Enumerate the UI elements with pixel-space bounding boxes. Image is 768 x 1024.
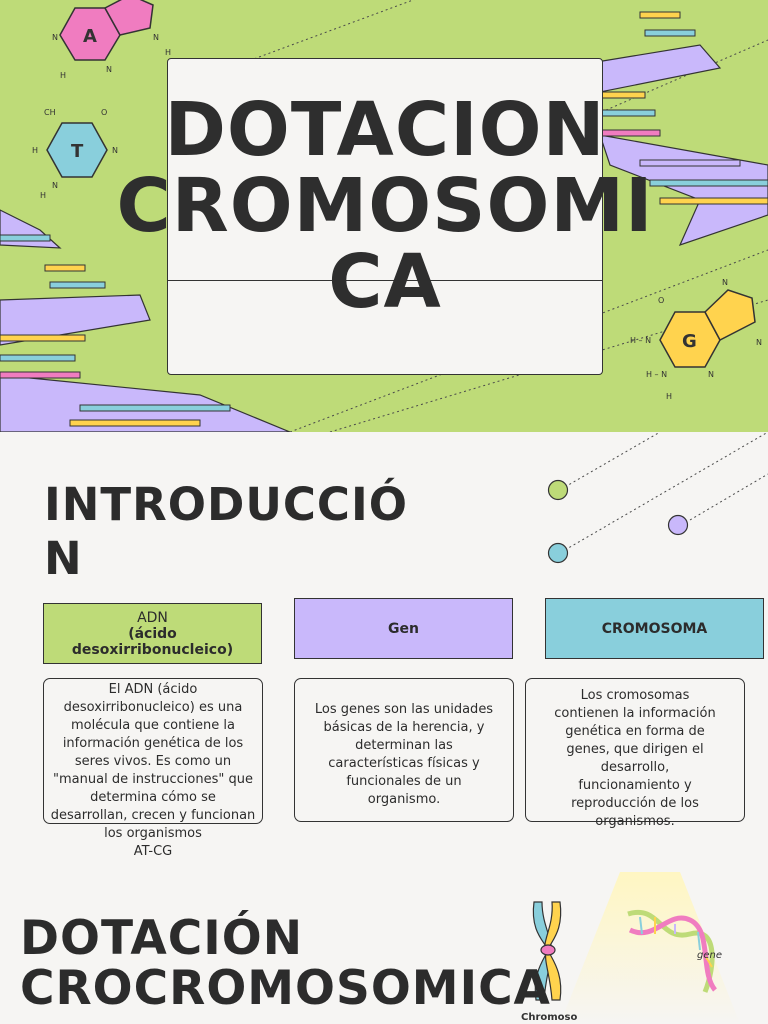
svg-text:O: O: [658, 296, 665, 305]
svg-text:H: H: [60, 71, 67, 80]
chromosome-label: Chromoso: [521, 1012, 578, 1023]
introduction-title: INTRODUCCIÓ N: [44, 478, 408, 585]
svg-text:H: H: [32, 146, 39, 155]
svg-text:N: N: [708, 370, 714, 379]
svg-text:N: N: [153, 33, 159, 42]
svg-text:N: N: [112, 146, 118, 155]
gen-card-body: Los genes son las unidades básicas de la herencia, y determinan las características físicas y funcionales de un organismo.: [294, 678, 514, 822]
purple-dot: [669, 516, 688, 535]
svg-text:N: N: [722, 278, 728, 287]
svg-text:N: N: [52, 181, 58, 190]
introduction-slide: [0, 432, 768, 872]
svg-text:N: N: [756, 338, 762, 347]
adn-card-body: El ADN (ácido desoxirribonucleico) es una molécula que contiene la información genética de los seres vivos. Es como un "manual de instrucciones" que determina cómo se desarrollan, crecen y funcionan los organismos AT-CG: [43, 678, 263, 824]
cromosoma-card-body: Los cromosomas contienen la información genética en forma de genes, que dirigen el desarrollo, funcionamiento y reproducción de los organismos.: [525, 678, 745, 822]
green-dot: [549, 481, 568, 500]
svg-text:H – N: H – N: [630, 336, 652, 345]
guanine-letter: G: [682, 331, 697, 352]
svg-text:N: N: [106, 65, 112, 74]
svg-text:H: H: [666, 392, 673, 401]
dotacion-title: DOTACIÓN CROCROMOSOMICA: [20, 911, 551, 1016]
adenine-molecule-icon: [52, 0, 171, 80]
svg-text:O: O: [101, 108, 108, 117]
presentation-title: DOTACION CROMOSOMI CA: [116, 87, 654, 325]
gene-label: gene: [697, 950, 722, 961]
svg-text:H: H: [165, 48, 172, 57]
title-slide: [0, 0, 768, 432]
svg-text:CH: CH: [44, 108, 56, 117]
thymine-letter: T: [71, 141, 84, 162]
dotacion-slide: [0, 872, 768, 1024]
gen-card-header: Gen: [294, 598, 513, 659]
adn-card-header: ADN (ácido desoxirribonucleico): [43, 603, 262, 664]
adenine-letter: A: [83, 26, 97, 47]
svg-text:H: H: [40, 191, 47, 200]
svg-text:N: N: [52, 33, 58, 42]
svg-text:H – N: H – N: [646, 370, 668, 379]
cromosoma-card-header: CROMOSOMA: [545, 598, 764, 659]
blue-dot: [549, 544, 568, 563]
